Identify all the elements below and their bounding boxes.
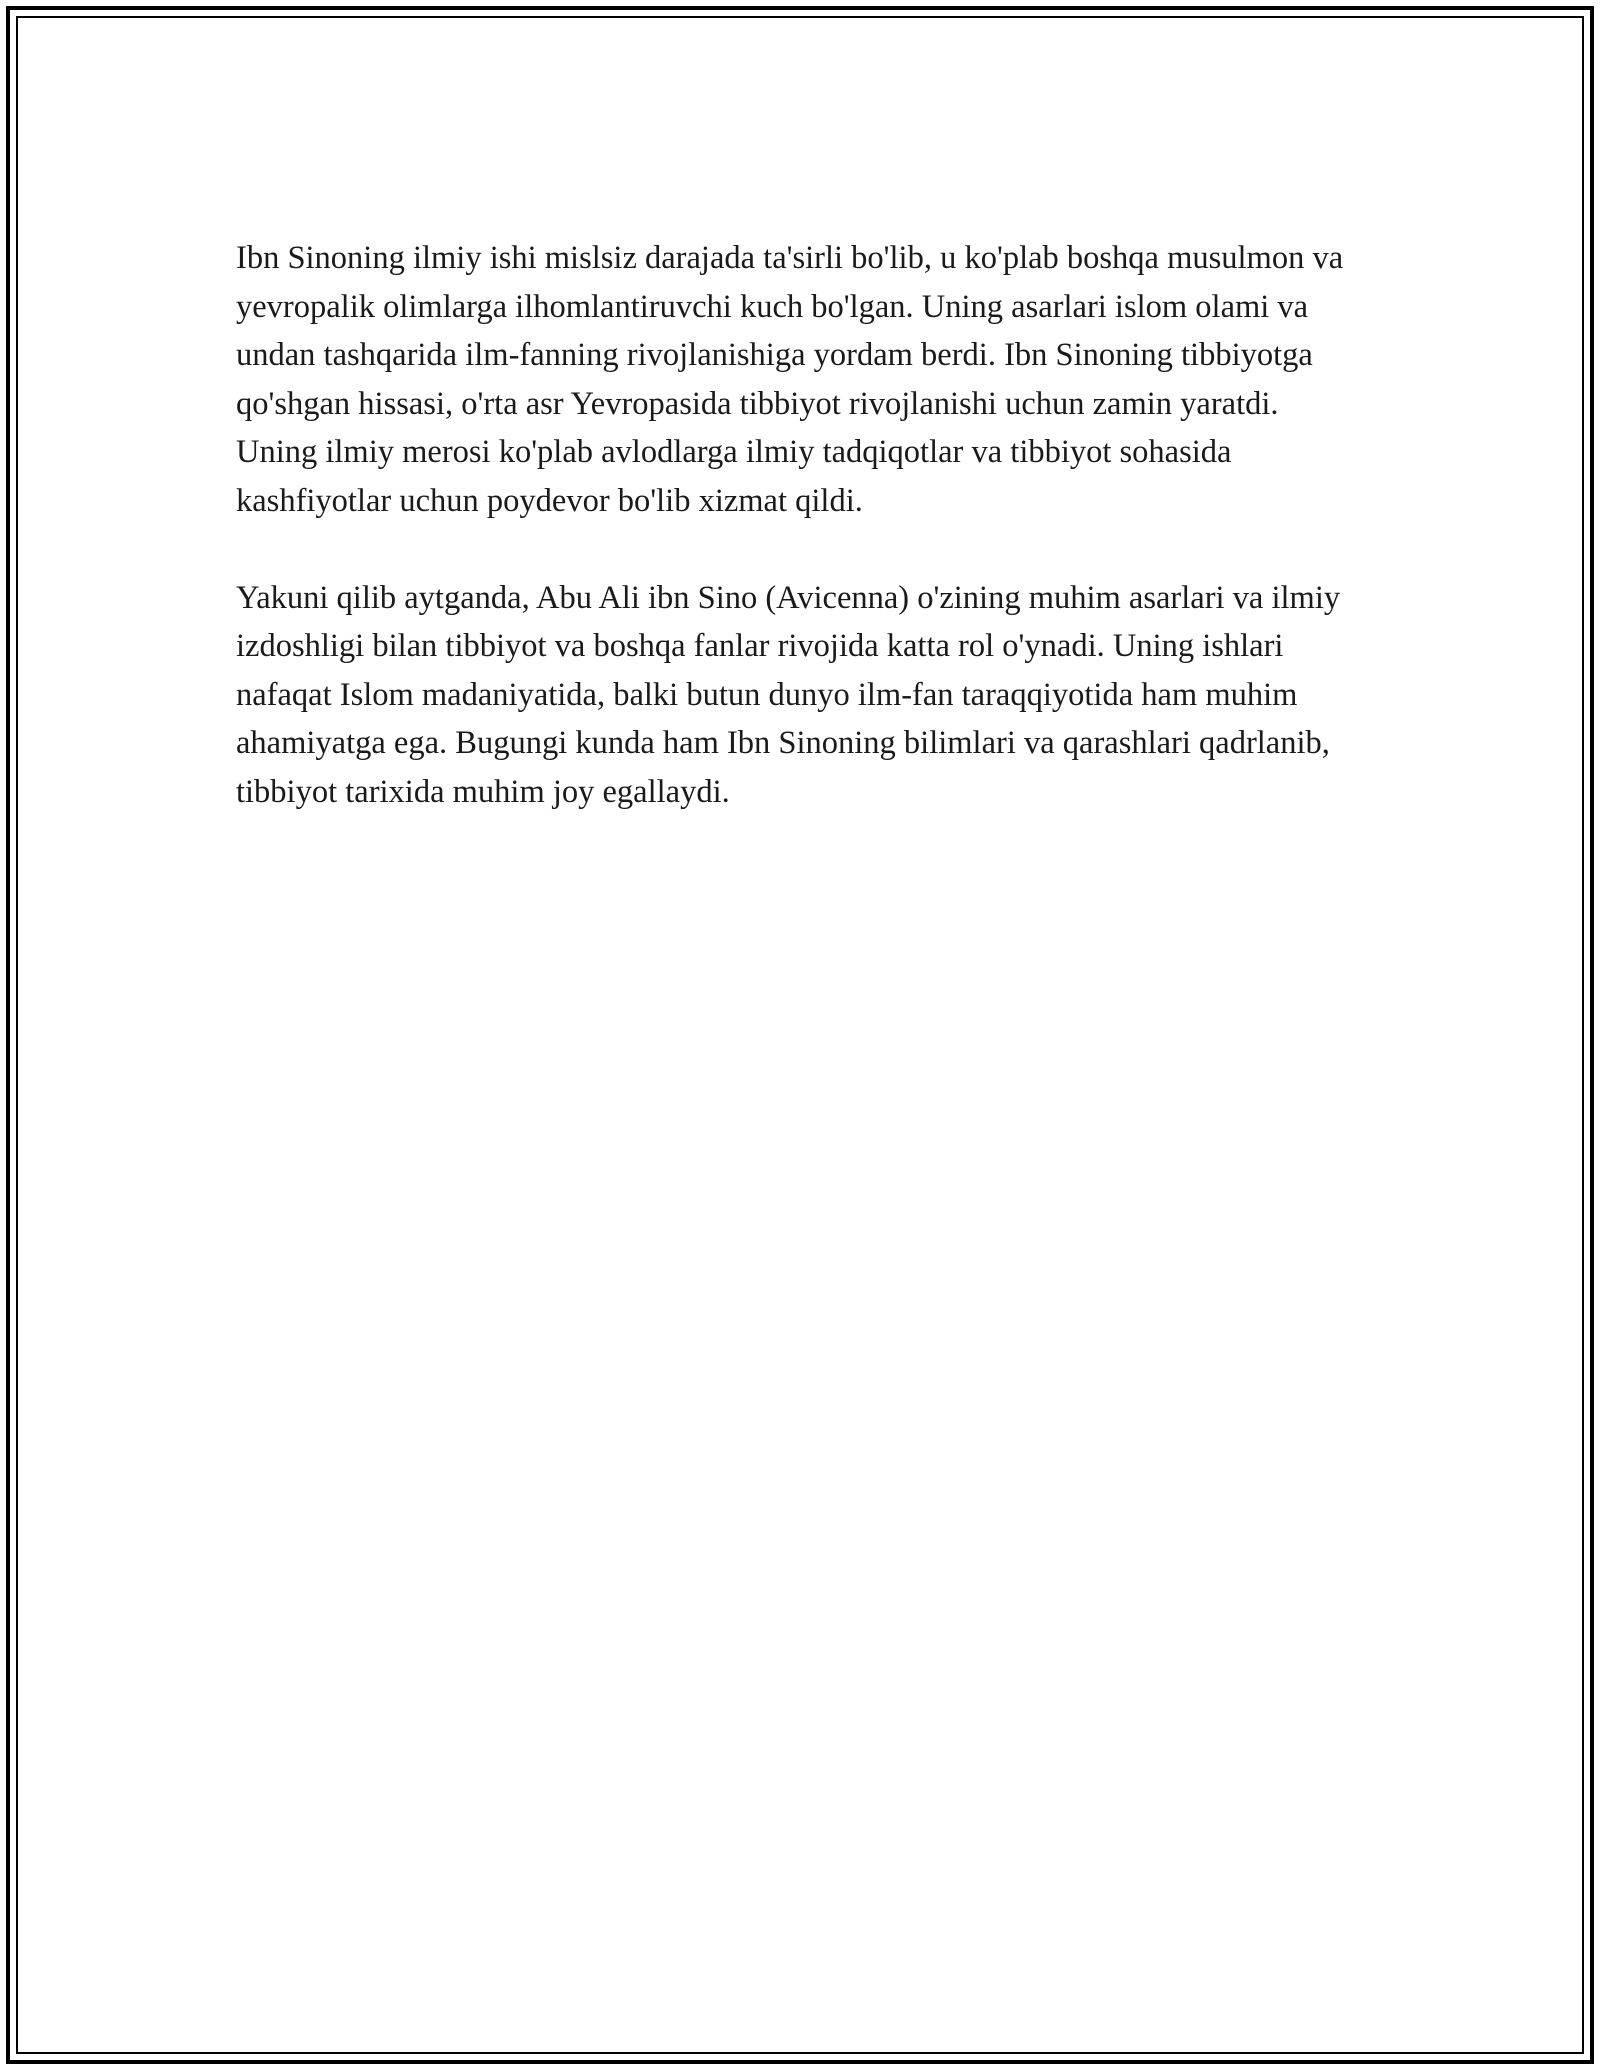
paragraph-ibn-sino-influence: Ibn Sinoning ilmiy ishi mislsiz darajada ta'sirli bo'lib, u ko'plab boshqa musulmon va yevropalik olimlarga ilhomlantiruvchi kuch bo'lgan. Uning asarlari islom olami va undan tashqarida ilm-fanning rivojlanishiga yordam berdi. Ibn Sinoning tibbiyotga qo'shgan hissasi, o'rta asr Yevropasida tibbiyot rivojlanishi uchun zamin yaratdi. Uning ilmiy merosi ko'plab avlodlarga ilmiy tadqiqotlar va tibbiyot sohasida kashfiyotlar uchun poydevor bo'lib xizmat qildi. xyxy=(236,240,1344,519)
paragraph-conclusion: Yakuni qilib aytganda, Abu Ali ibn Sino (Avicenna) o'zining muhim asarlari va ilmiy izdoshligi bilan tibbiyot va boshqa fanlar rivojida katta rol o'ynadi. Uning ishlari nafaqat Islom madaniyatida, balki butun dunyo ilm-fan taraqqiyotida ham muhim ahamiyatga ega. Bugungi kunda ham Ibn Sinoning bilimlari va qarashlari qadrlanib, tibbiyot tarixida muhim joy egallaydi. xyxy=(236,579,1341,810)
document-body xyxy=(236,234,1366,865)
